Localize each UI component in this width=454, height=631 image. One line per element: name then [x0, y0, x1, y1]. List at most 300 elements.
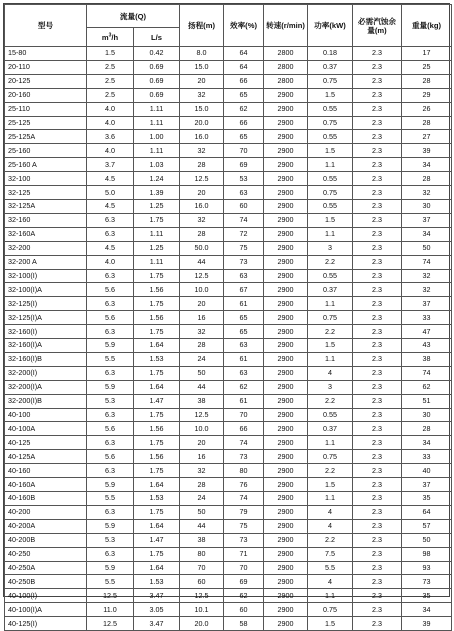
flow-m3h-cell: 2.5 — [87, 60, 134, 74]
flow-m3h-cell: 5.9 — [87, 519, 134, 533]
flow-m3h-cell: 4.0 — [87, 102, 134, 116]
flow-ls-cell: 1.64 — [134, 478, 180, 492]
flow-ls-cell: 1.64 — [134, 339, 180, 353]
weight-cell: 34 — [402, 227, 452, 241]
npsh-cell: 2.3 — [353, 603, 402, 617]
head-cell: 15.0 — [180, 102, 224, 116]
weight-cell: 50 — [402, 241, 452, 255]
header-npsh — [353, 5, 402, 47]
weight-cell: 74 — [402, 255, 452, 269]
speed-cell: 2900 — [264, 241, 308, 255]
efficiency-cell: 70 — [224, 561, 264, 575]
table-row — [5, 575, 452, 589]
power-cell: 1.1 — [308, 492, 353, 506]
flow-ls-cell: 0.69 — [134, 88, 180, 102]
flow-m3h-cell: 5.5 — [87, 575, 134, 589]
npsh-cell: 2.3 — [353, 422, 402, 436]
power-cell: 2.2 — [308, 325, 353, 339]
speed-cell: 2900 — [264, 519, 308, 533]
power-cell: 1.1 — [308, 158, 353, 172]
efficiency-cell: 75 — [224, 241, 264, 255]
model-cell: 32-100(I)A — [5, 283, 87, 297]
model-cell: 40-200 — [5, 505, 87, 519]
npsh-cell: 2.3 — [353, 186, 402, 200]
power-cell: 0.37 — [308, 60, 353, 74]
flow-m3h-cell: 12.5 — [87, 589, 134, 603]
flow-ls-cell: 3.47 — [134, 589, 180, 603]
flow-ls-cell: 1.75 — [134, 436, 180, 450]
head-cell: 44 — [180, 519, 224, 533]
header-flow-m3h — [87, 28, 134, 47]
flow-ls-cell: 1.00 — [134, 130, 180, 144]
power-cell: 1.5 — [308, 213, 353, 227]
table-row — [5, 547, 452, 561]
head-cell: 28 — [180, 158, 224, 172]
flow-m3h-cell: 5.6 — [87, 422, 134, 436]
efficiency-cell: 62 — [224, 102, 264, 116]
model-cell: 32-125(I)A — [5, 311, 87, 325]
efficiency-cell: 61 — [224, 297, 264, 311]
power-cell: 2.2 — [308, 533, 353, 547]
speed-cell: 2900 — [264, 227, 308, 241]
head-cell: 10.1 — [180, 603, 224, 617]
weight-cell: 26 — [402, 102, 452, 116]
flow-m3h-cell: 4.0 — [87, 116, 134, 130]
speed-cell: 2900 — [264, 255, 308, 269]
speed-cell: 2900 — [264, 617, 308, 631]
weight-cell: 64 — [402, 505, 452, 519]
table-row — [5, 158, 452, 172]
efficiency-cell: 65 — [224, 88, 264, 102]
model-cell: 40-250B — [5, 575, 87, 589]
flow-m3h-base: m — [101, 32, 109, 42]
model-cell: 20-160 — [5, 88, 87, 102]
model-cell: 40-200A — [5, 519, 87, 533]
model-cell: 40-125A — [5, 450, 87, 464]
model-cell: 40-250 — [5, 547, 87, 561]
npsh-cell: 2.3 — [353, 283, 402, 297]
header-flow: 流量(Q) — [87, 5, 180, 28]
npsh-cell: 2.3 — [353, 227, 402, 241]
power-cell: 1.5 — [308, 88, 353, 102]
speed-cell: 2900 — [264, 116, 308, 130]
speed-cell: 2900 — [264, 380, 308, 394]
flow-ls-cell: 3.05 — [134, 603, 180, 617]
head-cell: 24 — [180, 352, 224, 366]
npsh-cell: 2.3 — [353, 492, 402, 506]
head-cell: 20 — [180, 297, 224, 311]
model-cell: 32-125(I) — [5, 297, 87, 311]
power-cell: 1.5 — [308, 339, 353, 353]
table-row — [5, 102, 452, 116]
efficiency-cell: 73 — [224, 533, 264, 547]
weight-cell: 93 — [402, 561, 452, 575]
model-cell: 40-125 — [5, 436, 87, 450]
power-cell: 1.5 — [308, 478, 353, 492]
flow-ls-cell: 1.56 — [134, 311, 180, 325]
speed-cell: 2900 — [264, 158, 308, 172]
flow-m3h-cell: 5.5 — [87, 492, 134, 506]
efficiency-cell: 73 — [224, 450, 264, 464]
flow-m3h-cell: 6.3 — [87, 436, 134, 450]
npsh-cell: 2.3 — [353, 158, 402, 172]
model-cell: 40-100(I) — [5, 589, 87, 603]
weight-cell: 35 — [402, 492, 452, 506]
model-cell: 25-160 A — [5, 158, 87, 172]
power-cell: 0.75 — [308, 311, 353, 325]
head-cell: 28 — [180, 339, 224, 353]
speed-cell: 2900 — [264, 311, 308, 325]
npsh-cell: 2.3 — [353, 464, 402, 478]
table-row — [5, 116, 452, 130]
head-cell: 12.5 — [180, 172, 224, 186]
flow-m3h-cell: 6.3 — [87, 227, 134, 241]
npsh-cell: 2.3 — [353, 60, 402, 74]
efficiency-cell: 62 — [224, 380, 264, 394]
npsh-cell: 2.3 — [353, 450, 402, 464]
table-row — [5, 366, 452, 380]
speed-cell: 2900 — [264, 283, 308, 297]
efficiency-cell: 69 — [224, 575, 264, 589]
header-power: 功率(kW) — [308, 5, 353, 47]
power-cell: 3 — [308, 380, 353, 394]
head-cell: 12.5 — [180, 589, 224, 603]
power-cell: 0.75 — [308, 186, 353, 200]
head-cell: 32 — [180, 464, 224, 478]
head-cell: 24 — [180, 492, 224, 506]
speed-cell: 2900 — [264, 297, 308, 311]
flow-m3h-tail: /h — [111, 32, 119, 42]
npsh-cell: 2.3 — [353, 478, 402, 492]
head-cell: 44 — [180, 255, 224, 269]
efficiency-cell: 79 — [224, 505, 264, 519]
table-row — [5, 199, 452, 213]
flow-ls-cell: 1.25 — [134, 199, 180, 213]
speed-cell: 2900 — [264, 352, 308, 366]
header-model: 型号 — [5, 5, 87, 47]
model-cell: 32-200 A — [5, 255, 87, 269]
flow-m3h-cell: 5.3 — [87, 533, 134, 547]
flow-ls-cell: 1.53 — [134, 575, 180, 589]
speed-cell: 2800 — [264, 60, 308, 74]
npsh-cell: 2.3 — [353, 255, 402, 269]
flow-m3h-cell: 4.5 — [87, 241, 134, 255]
efficiency-cell: 63 — [224, 186, 264, 200]
efficiency-cell: 71 — [224, 547, 264, 561]
efficiency-cell: 65 — [224, 130, 264, 144]
head-cell: 20 — [180, 74, 224, 88]
table-row — [5, 352, 452, 366]
speed-cell: 2900 — [264, 561, 308, 575]
npsh-cell: 2.3 — [353, 116, 402, 130]
head-cell: 32 — [180, 213, 224, 227]
model-cell: 40-100(I)A — [5, 603, 87, 617]
head-cell: 50.0 — [180, 241, 224, 255]
power-cell: 1.5 — [308, 617, 353, 631]
table-row — [5, 519, 452, 533]
speed-cell: 2900 — [264, 130, 308, 144]
npsh-cell: 2.3 — [353, 311, 402, 325]
speed-cell: 2900 — [264, 533, 308, 547]
power-cell: 0.55 — [308, 408, 353, 422]
head-cell: 50 — [180, 366, 224, 380]
model-cell: 40-250A — [5, 561, 87, 575]
npsh-cell: 2.3 — [353, 74, 402, 88]
power-cell: 1.1 — [308, 436, 353, 450]
npsh-cell: 2.3 — [353, 575, 402, 589]
head-cell: 16.0 — [180, 199, 224, 213]
flow-ls-cell: 1.56 — [134, 422, 180, 436]
table-row — [5, 47, 452, 61]
npsh-cell: 2.3 — [353, 297, 402, 311]
flow-ls-cell: 1.03 — [134, 158, 180, 172]
table-row — [5, 227, 452, 241]
weight-cell: 39 — [402, 617, 452, 631]
weight-cell: 28 — [402, 422, 452, 436]
speed-cell: 2900 — [264, 450, 308, 464]
header-efficiency: 效率(%) — [224, 5, 264, 47]
flow-ls-cell: 1.64 — [134, 561, 180, 575]
table-row — [5, 394, 452, 408]
npsh-cell: 2.3 — [353, 213, 402, 227]
efficiency-cell: 60 — [224, 199, 264, 213]
weight-cell: 62 — [402, 380, 452, 394]
weight-cell: 28 — [402, 172, 452, 186]
flow-m3h-sup: 3 — [108, 31, 112, 38]
flow-m3h-cell: 5.9 — [87, 478, 134, 492]
efficiency-cell: 70 — [224, 144, 264, 158]
efficiency-cell: 63 — [224, 339, 264, 353]
flow-ls-cell: 1.11 — [134, 144, 180, 158]
efficiency-cell: 65 — [224, 311, 264, 325]
head-cell: 20 — [180, 186, 224, 200]
npsh-cell: 2.3 — [353, 366, 402, 380]
speed-cell: 2900 — [264, 408, 308, 422]
flow-ls-cell: 3.47 — [134, 617, 180, 631]
efficiency-cell: 72 — [224, 227, 264, 241]
power-cell: 0.55 — [308, 130, 353, 144]
power-cell: 1.5 — [308, 144, 353, 158]
table-row — [5, 339, 452, 353]
header-speed: 转速(r/min) — [264, 5, 308, 47]
head-cell: 38 — [180, 394, 224, 408]
power-cell: 0.75 — [308, 74, 353, 88]
head-cell: 70 — [180, 561, 224, 575]
table-row — [5, 144, 452, 158]
flow-ls-cell: 1.24 — [134, 172, 180, 186]
power-cell: 5.5 — [308, 561, 353, 575]
speed-cell: 2900 — [264, 464, 308, 478]
weight-cell: 33 — [402, 311, 452, 325]
table-row — [5, 297, 452, 311]
flow-m3h-cell: 4.5 — [87, 172, 134, 186]
flow-m3h-cell: 5.0 — [87, 186, 134, 200]
flow-ls-cell: 1.75 — [134, 213, 180, 227]
efficiency-cell: 80 — [224, 464, 264, 478]
power-cell: 2.2 — [308, 464, 353, 478]
flow-ls-cell: 1.11 — [134, 102, 180, 116]
weight-cell: 39 — [402, 144, 452, 158]
head-cell: 32 — [180, 325, 224, 339]
npsh-cell: 2.3 — [353, 617, 402, 631]
weight-cell: 47 — [402, 325, 452, 339]
head-cell: 44 — [180, 380, 224, 394]
flow-ls-cell: 1.75 — [134, 547, 180, 561]
efficiency-cell: 73 — [224, 255, 264, 269]
flow-m3h-cell: 2.5 — [87, 88, 134, 102]
weight-cell: 50 — [402, 533, 452, 547]
speed-cell: 2800 — [264, 74, 308, 88]
efficiency-cell: 61 — [224, 394, 264, 408]
head-cell: 38 — [180, 533, 224, 547]
efficiency-cell: 69 — [224, 158, 264, 172]
flow-m3h-cell: 6.3 — [87, 213, 134, 227]
weight-cell: 32 — [402, 269, 452, 283]
model-cell: 40-160B — [5, 492, 87, 506]
model-cell: 32-100(I) — [5, 269, 87, 283]
model-cell: 20-125 — [5, 74, 87, 88]
weight-cell: 37 — [402, 297, 452, 311]
model-cell: 32-100 — [5, 172, 87, 186]
efficiency-cell: 64 — [224, 60, 264, 74]
table-row — [5, 269, 452, 283]
power-cell: 4 — [308, 575, 353, 589]
table-row — [5, 436, 452, 450]
flow-ls-cell: 1.56 — [134, 283, 180, 297]
head-cell: 50 — [180, 505, 224, 519]
table-row — [5, 505, 452, 519]
table-body — [5, 47, 452, 631]
npsh-cell: 2.3 — [353, 130, 402, 144]
table-row — [5, 533, 452, 547]
efficiency-cell: 66 — [224, 116, 264, 130]
npsh-cell: 2.3 — [353, 199, 402, 213]
weight-cell: 34 — [402, 158, 452, 172]
flow-ls-cell: 1.53 — [134, 492, 180, 506]
flow-m3h-cell: 4.5 — [87, 199, 134, 213]
table-row — [5, 450, 452, 464]
head-cell: 32 — [180, 88, 224, 102]
npsh-cell: 2.3 — [353, 380, 402, 394]
table-row — [5, 617, 452, 631]
table-row — [5, 422, 452, 436]
table-row — [5, 241, 452, 255]
head-cell: 16.0 — [180, 130, 224, 144]
speed-cell: 2900 — [264, 366, 308, 380]
weight-cell: 73 — [402, 575, 452, 589]
head-cell: 32 — [180, 144, 224, 158]
speed-cell: 2900 — [264, 144, 308, 158]
npsh-cell: 2.3 — [353, 436, 402, 450]
power-cell: 0.18 — [308, 47, 353, 61]
model-cell: 20-110 — [5, 60, 87, 74]
npsh-cell: 2.3 — [353, 269, 402, 283]
weight-cell: 57 — [402, 519, 452, 533]
table-row — [5, 589, 452, 603]
npsh-cell: 2.3 — [353, 408, 402, 422]
efficiency-cell: 58 — [224, 617, 264, 631]
npsh-cell: 2.3 — [353, 325, 402, 339]
model-cell: 32-125 — [5, 186, 87, 200]
flow-ls-cell: 1.39 — [134, 186, 180, 200]
flow-m3h-cell: 1.5 — [87, 47, 134, 61]
efficiency-cell: 66 — [224, 422, 264, 436]
speed-cell: 2900 — [264, 575, 308, 589]
table-row — [5, 408, 452, 422]
model-cell: 32-160(I) — [5, 325, 87, 339]
header-weight: 重量(kg) — [402, 5, 452, 47]
efficiency-cell: 67 — [224, 283, 264, 297]
flow-m3h-cell: 5.9 — [87, 561, 134, 575]
model-cell: 25-125A — [5, 130, 87, 144]
weight-cell: 29 — [402, 88, 452, 102]
flow-ls-cell: 1.53 — [134, 352, 180, 366]
head-cell: 16 — [180, 450, 224, 464]
pump-spec-table — [4, 4, 452, 631]
power-cell: 0.75 — [308, 116, 353, 130]
efficiency-cell: 74 — [224, 436, 264, 450]
speed-cell: 2900 — [264, 547, 308, 561]
speed-cell: 2900 — [264, 339, 308, 353]
npsh-cell: 2.3 — [353, 352, 402, 366]
flow-ls-cell: 1.11 — [134, 255, 180, 269]
table-row — [5, 88, 452, 102]
npsh-cell: 2.3 — [353, 547, 402, 561]
flow-m3h-cell: 6.3 — [87, 297, 134, 311]
flow-ls-cell: 1.47 — [134, 533, 180, 547]
weight-cell: 35 — [402, 589, 452, 603]
flow-m3h-cell: 3.7 — [87, 158, 134, 172]
table-row — [5, 492, 452, 506]
npsh-cell: 2.3 — [353, 561, 402, 575]
table-row — [5, 311, 452, 325]
speed-cell: 2900 — [264, 172, 308, 186]
model-cell: 40-160A — [5, 478, 87, 492]
weight-cell: 28 — [402, 116, 452, 130]
efficiency-cell: 70 — [224, 408, 264, 422]
weight-cell: 17 — [402, 47, 452, 61]
speed-cell: 2900 — [264, 422, 308, 436]
table-row — [5, 172, 452, 186]
weight-cell: 32 — [402, 283, 452, 297]
header-head: 扬程(m) — [180, 5, 224, 47]
speed-cell: 2900 — [264, 492, 308, 506]
flow-ls-cell: 1.25 — [134, 241, 180, 255]
model-cell: 25-110 — [5, 102, 87, 116]
weight-cell: 32 — [402, 186, 452, 200]
table-row — [5, 380, 452, 394]
flow-ls-cell: 1.75 — [134, 505, 180, 519]
speed-cell: 2900 — [264, 436, 308, 450]
flow-m3h-cell: 5.6 — [87, 311, 134, 325]
table-row — [5, 130, 452, 144]
model-cell: 32-125A — [5, 199, 87, 213]
speed-cell: 2900 — [264, 213, 308, 227]
power-cell: 7.5 — [308, 547, 353, 561]
npsh-cell: 2.3 — [353, 394, 402, 408]
flow-ls-cell: 1.75 — [134, 464, 180, 478]
flow-m3h-cell: 4.0 — [87, 144, 134, 158]
model-cell: 40-100 — [5, 408, 87, 422]
weight-cell: 27 — [402, 130, 452, 144]
model-cell: 15-80 — [5, 47, 87, 61]
flow-m3h-cell: 6.3 — [87, 464, 134, 478]
head-cell: 16 — [180, 311, 224, 325]
model-cell: 32-160 — [5, 213, 87, 227]
flow-m3h-cell: 6.3 — [87, 325, 134, 339]
head-cell: 10.0 — [180, 283, 224, 297]
model-cell: 40-160 — [5, 464, 87, 478]
